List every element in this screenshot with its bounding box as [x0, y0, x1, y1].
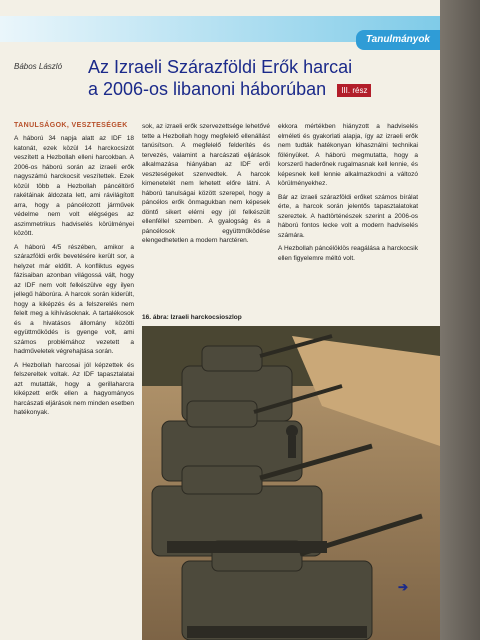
paragraph: A háború 4/5 részében, amikor a szárazföldi erők bevetésére került sor, a helyzet már eldőlt. A konfliktus egyes fázisaiban azonban világossá vált, hogy az IDF nem volt felkészülve egy ilyen jellegű háborúra. A harcok során kiderült, hogy a kiképzés és a felszerelés nem felelt meg a kihívásoknak. A tartalékosok és a hivatásos állomány közötti együttműködés is gyenge volt, ami számos problémához vezetett a hadműveletek végrehajtása során. [14, 243, 134, 355]
text-column-1 [14, 134, 134, 640]
paragraph: A Hezbollah páncélöklös reagálása a harckocsik ellen figyelemre méltó volt. [278, 245, 418, 262]
article-title [88, 56, 408, 100]
paragraph: Bár az izraeli szárazföldi erőket számos bírálat érte, a harcok során jelentős tapasztalatokat szereztek. A hadtörténészek szerint a 2006-os háború fontos lecke volt a modern hadviselés számára. [278, 193, 418, 239]
continue-arrow-icon: ➔ [398, 580, 409, 594]
section-tab[interactable]: Tanulmányok [356, 30, 440, 50]
paragraph: A Hezbollah harcosai jól képzettek és felszereltek voltak. Az IDF tapasztalatai azt mutatták, hogy a gerillaharcra kiképzett erők ellen a hagyományos harcászati eljárások nem minden esetben hatékonyak. [14, 361, 134, 416]
paragraph: sok, az izraeli erők szervezettsége lehetővé tette a Hezbollah hogy megfelelő ellenállást tanúsítson. A megfelelő felderítés és tervezés, valamint a harcászati eljárások alkalmazása hiányában az IDF erői veszteségeket szenvedtek. A harcok kimenetelét nem lehetett előre látni. A háború tanulságai között szerepel, hogy a páncélos erők önmagukban nem képesek döntő sikert elérni egy jól felkészült ellenféllel szemben. A gyalogság és a páncélosok együttműködése elengedhetetlen a modern harctéren. [142, 123, 270, 244]
paragraph: ekkora mértékben hiányzott a hadviselés elméleti és gyakorlati alapja, így az izraeli erők nem tudták hatékonyan kihasználni technikai fölényüket. A háború megmutatta, hogy a korszerű haderőnek rugalmasnak kell lennie, és képesnek kell lennie alkalmazkodni a változó körülményekhez. [278, 123, 418, 187]
title-line-2 [88, 78, 408, 100]
title-line-2-text: a 2006-os libanoni háborúban [88, 79, 327, 99]
page-edge [440, 0, 480, 640]
section-subhead: TANULSÁGOK, VESZTESÉGEK [14, 122, 128, 129]
title-line-1: Az Izraeli Szárazföldi Erők harcai [88, 57, 353, 77]
paragraph: A háború 34 napja alatt az IDF 18 katonát, ezek közül 14 harckocsizót veszített a Hezbollah elleni harcokban. A 2006-os háború során az izraeli erők nagyszámú harckocsit veszítettek. Ezek közül több a Hezbollah páncéltörő rakétáinak áldozata lett, ami rávilágított arra, hogy a páncélozott járművek védelme nem volt elégséges az aszimmetrikus hadviselés körülményei között. [14, 135, 134, 237]
author-name: Bábos László [14, 62, 63, 71]
tank-column-photo [142, 326, 440, 640]
text-column-2 [142, 122, 270, 322]
photo-caption: 16. ábra: Izraeli harckocsioszlop [142, 314, 242, 321]
part-badge: III. rész [337, 84, 371, 97]
text-column-3 [278, 122, 418, 332]
